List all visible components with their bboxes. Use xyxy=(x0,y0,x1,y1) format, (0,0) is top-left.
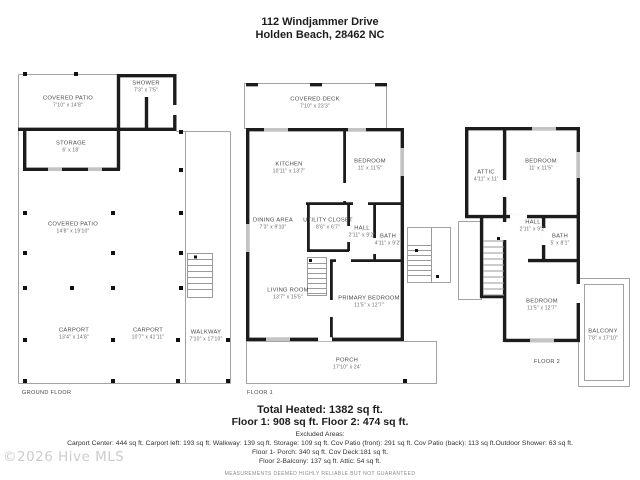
room-dims: 8'6" x 6'7" xyxy=(315,224,341,231)
room-label-bedroom-f2-bottom xyxy=(526,299,558,312)
room-label-bedroom-f1 xyxy=(354,159,386,172)
room-label-covered-patio-back xyxy=(43,96,93,109)
room-name: BEDROOM xyxy=(354,158,386,165)
room-name: WALKWAY xyxy=(190,329,222,336)
mls-watermark: ©2026 Hive MLS xyxy=(3,449,125,465)
room-label-shower xyxy=(132,81,160,94)
room-dims: 17'10" x 24' xyxy=(332,364,362,371)
room-label-hall-f2 xyxy=(520,220,547,233)
room-label-primary-bedroom xyxy=(338,296,400,309)
room-name: ATTIC xyxy=(477,169,495,176)
room-label-bath-f1 xyxy=(375,234,402,247)
room-dims: 5' x 8'1" xyxy=(550,240,570,247)
room-dims: 11'5" x 12'7" xyxy=(354,302,384,309)
room-name: HALL xyxy=(354,225,370,232)
room-label-porch xyxy=(333,358,361,371)
room-label-carport-center xyxy=(132,328,165,341)
room-name: STORAGE xyxy=(56,140,86,147)
floor-label-ground: GROUND FLOOR xyxy=(22,390,72,396)
room-label-living-room xyxy=(267,288,308,301)
room-name: PRIMARY BEDROOM xyxy=(338,295,400,302)
room-dims: 11' x 11'5" xyxy=(357,165,383,172)
room-name: BALCONY xyxy=(588,328,618,335)
room-name: BEDROOM xyxy=(525,158,557,165)
floor2-stairs xyxy=(483,237,504,295)
excluded-areas-line3: Floor 2-Balcony: 137 sq ft. Attic: 54 sq ft. xyxy=(258,458,382,465)
room-name: BATH xyxy=(379,233,397,240)
room-label-hall-f1 xyxy=(349,226,376,239)
room-dims: 7'8" x 17'10" xyxy=(587,335,619,342)
room-dims: 7'10" x 17'10" xyxy=(189,336,223,343)
address-line2: Holden Beach, 28462 NC xyxy=(255,29,385,41)
room-label-walkway xyxy=(189,330,222,343)
room-label-dining-area xyxy=(253,218,293,231)
room-name: CARPORT xyxy=(59,327,89,334)
room-dims: 4'11" x 9'2" xyxy=(374,240,402,247)
room-label-utility-closet xyxy=(303,218,353,231)
room-label-storage xyxy=(56,141,86,154)
room-dims: 7'3" x 7'5" xyxy=(133,87,159,94)
room-label-kitchen xyxy=(273,162,306,175)
room-dims: 13'7" x 15'5" xyxy=(272,294,304,301)
room-dims: 2'11" x 9'2" xyxy=(519,226,547,233)
room-dims: 11' x 11'5" xyxy=(528,165,554,172)
room-label-attic xyxy=(474,170,498,183)
room-name: BEDROOM xyxy=(526,298,558,305)
room-label-balcony xyxy=(588,329,618,342)
disclaimer-text: MEASUREMENTS DEEMED HIGHLY RELIABLE BUT NOT GUARANTEED xyxy=(224,471,416,477)
room-dims: 2'11" x 9'2" xyxy=(348,232,376,239)
floor-label-2: FLOOR 2 xyxy=(534,359,561,365)
floor-label-1: FLOOR 1 xyxy=(247,390,274,396)
room-name: HALL xyxy=(525,219,541,226)
room-dims: 7'10" x 23'3" xyxy=(299,103,331,110)
excluded-areas-line2: Floor 1- Porch: 340 sq ft. Cov Deck:181 sq ft. xyxy=(252,449,388,456)
room-dims: 6' x 18' xyxy=(62,147,80,154)
floor1-pillars xyxy=(403,379,407,383)
room-dims: 11'5" x 12'7" xyxy=(527,305,557,312)
room-label-carport-left xyxy=(59,328,89,341)
room-name: SHOWER xyxy=(132,80,160,87)
room-dims: 7'3" x 9'10" xyxy=(259,224,287,231)
room-name: COVERED DECK xyxy=(290,96,340,103)
area-summary xyxy=(0,404,640,477)
room-label-bedroom-f2-top xyxy=(525,159,557,172)
floor-areas-line: Floor 1: 908 sq ft. Floor 2: 474 sq ft. xyxy=(231,416,409,428)
room-dims: 10'11" x 13'7" xyxy=(272,168,306,175)
room-name: UTILITY CLOSET xyxy=(303,217,353,224)
room-dims: 7'10" x 14'8" xyxy=(52,102,84,109)
room-name: CARPORT xyxy=(132,327,163,334)
room-label-covered-deck xyxy=(290,97,339,110)
excluded-areas-heading: Excluded Areas: xyxy=(295,431,345,438)
room-name: KITCHEN xyxy=(275,161,303,168)
room-dims: 14'8" x 19'10" xyxy=(56,228,90,235)
room-dims: 10'7" x 41'11" xyxy=(131,334,165,341)
room-name: PORCH xyxy=(335,357,359,364)
address-line1: 112 Windjammer Drive xyxy=(261,16,379,28)
excluded-areas-line1: Carport Center: 444 sq ft. Carport left: 193 sq ft. Walkway: 139 sq ft. Storage: 109 sq ft. Cov Patio (front): 291 sq ft. Cov Patio (back): 113 sq ft.Outdoor Shower: 63 sq ft. xyxy=(67,440,573,447)
ground-floor-stairs xyxy=(188,254,213,298)
room-label-bath-f2 xyxy=(550,234,569,247)
total-heated-line: Total Heated: 1382 sq ft. xyxy=(257,404,383,416)
room-dims: 13'4" x 14'8" xyxy=(58,334,90,341)
room-label-covered-patio-front xyxy=(48,222,98,235)
room-name: COVERED PATIO xyxy=(47,221,99,228)
room-name: LIVING ROOM xyxy=(267,287,309,294)
room-name: BATH xyxy=(551,233,569,240)
page-title xyxy=(0,16,640,42)
room-name: COVERED PATIO xyxy=(42,95,94,102)
room-dims: 4'11" x 11' xyxy=(473,176,499,183)
room-name: DINING AREA xyxy=(252,217,294,224)
